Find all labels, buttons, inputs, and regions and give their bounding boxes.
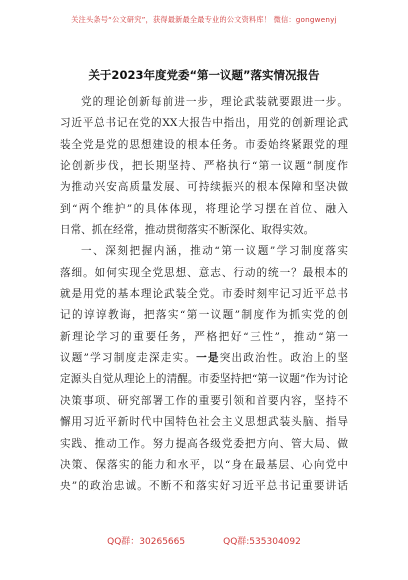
- paragraph-1-line: 党的理论创新每前进一步，理论武装就要跟进一步。: [81, 96, 348, 108]
- document-title: 关于2023年度党委“第一议题”落实情况报告: [88, 68, 320, 82]
- paragraph-2-line: 新理论学习的重要任务，严格把好“三性”，推动“第一: [60, 330, 348, 343]
- paragraph-1-line: 到“两个维护”的具体体现，将理论学习摆在首位、融入: [60, 202, 348, 215]
- paragraph-1-line: 装全党是党的思想建设的根本任务。市委始终紧跟党的理: [60, 138, 348, 151]
- paragraph-1-line: 为推动兴安高质量发展、可持续振兴的根本保障和坚决做: [60, 181, 348, 194]
- paragraph-2-line: 决策事项、研究部署工作的重要引领和首要内容，坚持不: [60, 394, 348, 407]
- document-body: [60, 92, 348, 498]
- paragraph-2-line: 决策、保落实的能力和水平，以“身在最基层、心向党中: [60, 458, 348, 471]
- point-one-label: 一是: [196, 352, 220, 365]
- paragraph-2-line: 懈用习近平新时代中国特色社会主义思想武装头脑、指导: [60, 416, 348, 429]
- paragraph-2-line: 实践、推动工作。努力提高各级党委把方向、管大局、做: [60, 437, 348, 450]
- qq-group-1: QQ群：30265665: [107, 536, 186, 547]
- paragraph-2-line: 落细。如何实现全党思想、意志、行动的统一？最根本的: [60, 266, 348, 279]
- qq-group-2: QQ群:535304092: [223, 536, 301, 547]
- paragraph-2-text: 议题”学习制度走深走实。: [60, 352, 197, 365]
- paragraph-2-line-mixed: [60, 348, 348, 369]
- paragraph-1-line: 论创新步伐，把长期坚持、严格执行“第一议题”制度作: [60, 160, 348, 173]
- paragraph-2-line: 一、深刻把握内涵，推动“第一议题”学习制度落实: [81, 245, 348, 258]
- paragraph-2-text: 突出政治性。政治上的坚: [219, 352, 348, 365]
- paragraph-1-line: 日常、抓在经常，推动贯彻落实不断深化、取得实效。: [60, 224, 315, 237]
- top-banner: 关注头条号“公文研究”，获得最新最全最专业的公文资料库！ 微信：gongwenyj: [71, 15, 337, 24]
- paragraph-1-line: 习近平总书记在党的XX大报告中指出，用党的创新理论武: [60, 117, 348, 130]
- paragraph-2-line: 就是用党的基本理论武装全党。市委时刻牢记习近平总书: [60, 288, 348, 301]
- paragraph-2-line: 记的谆谆教诲，把落实“第一议题”制度作为抓实党的创: [60, 309, 348, 322]
- paragraph-2-line: 央”的政治忠诚。不断不和落实好习近平总书记重要讲话: [60, 480, 348, 493]
- paragraph-2-line: 定源头自觉从理论上的清醒。市委坚持把“第一议题”作为讨论: [60, 373, 348, 386]
- footer-contact: [0, 528, 408, 552]
